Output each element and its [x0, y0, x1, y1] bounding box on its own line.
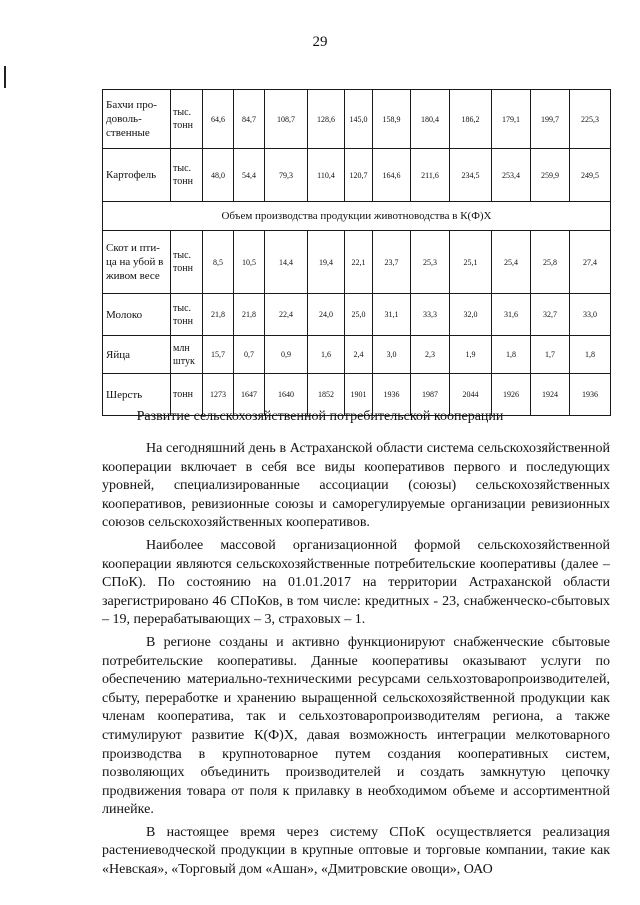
- table-cell: 1,6: [308, 336, 345, 374]
- table-cell: 84,7: [234, 90, 265, 149]
- table-cell: 259,9: [531, 149, 570, 202]
- table-cell: 10,5: [234, 231, 265, 294]
- table-cell: 1647: [234, 374, 265, 416]
- table-cell: 1273: [203, 374, 234, 416]
- table-cell: 199,7: [531, 90, 570, 149]
- row-unit: млн штук: [171, 336, 203, 374]
- table-cell: 1852: [308, 374, 345, 416]
- row-label: Яйца: [103, 336, 171, 374]
- table-cell: 25,1: [450, 231, 492, 294]
- row-label: Молоко: [103, 294, 171, 336]
- row-label: Бахчи про-доволь-ственные: [103, 90, 171, 149]
- table-cell: 14,4: [265, 231, 308, 294]
- table-cell: 1,8: [570, 336, 611, 374]
- table-cell: 1924: [531, 374, 570, 416]
- table-cell: 21,8: [203, 294, 234, 336]
- row-label: Картофель: [103, 149, 171, 202]
- table-cell: 15,7: [203, 336, 234, 374]
- paragraph: В регионе созданы и активно функционируют снабженческие сбытовые потребительские кооперативы. Данные кооперативы оказывают услуги по обеспечению материально-техническими ресурсами сельхозтоваропроизводителей, сбыту, переработке и хранению выращенной сельскохозяйственной продукции как членам кооператива, так и сельхозтоваропроизводителям региона, а также стимулируют развитие К(Ф)Х, давая возможность интеграции мелкотоварного производства в крупнотоварное путем создания кооперативных систем, позволяющих объединить производителей и создать замкнутую цепочку продвижения товара от поля к прилавку в необходимом объеме и ассортиментной линейке.: [102, 634, 610, 818]
- table-cell: 2,4: [345, 336, 373, 374]
- table-cell: 110,4: [308, 149, 345, 202]
- table-cell: 33,0: [570, 294, 611, 336]
- table-row: [103, 294, 611, 336]
- table-cell: 2,3: [411, 336, 450, 374]
- table-cell: 0,7: [234, 336, 265, 374]
- table-cell: 1,7: [531, 336, 570, 374]
- row-unit: тыс. тонн: [171, 294, 203, 336]
- table-cell: 3,0: [373, 336, 411, 374]
- table-cell: 24,0: [308, 294, 345, 336]
- table-cell: 23,7: [373, 231, 411, 294]
- table-cell: 1,8: [492, 336, 531, 374]
- table-cell: 158,9: [373, 90, 411, 149]
- table-cell: 22,1: [345, 231, 373, 294]
- body-text: [102, 440, 610, 884]
- table-cell: 1,9: [450, 336, 492, 374]
- table-row: [103, 231, 611, 294]
- row-unit: тыс. тонн: [171, 149, 203, 202]
- table-cell: 211,6: [411, 149, 450, 202]
- table-cell: 1926: [492, 374, 531, 416]
- table-cell: 180,4: [411, 90, 450, 149]
- table-cell: 25,0: [345, 294, 373, 336]
- table-cell: 179,1: [492, 90, 531, 149]
- table-cell: 25,4: [492, 231, 531, 294]
- row-unit: тыс. тонн: [171, 231, 203, 294]
- row-label: Шерсть: [103, 374, 171, 416]
- table-cell: 79,3: [265, 149, 308, 202]
- margin-mark: [4, 66, 6, 88]
- section-row: [103, 202, 611, 231]
- table-cell: 31,6: [492, 294, 531, 336]
- table-cell: 8,5: [203, 231, 234, 294]
- paragraph: Наиболее массовой организационной формой сельскохозяйственной кооперации являются сельскохозяйственные потребительские кооперативы (далее – СПоК). По состоянию на 01.01.2017 на территории Астраханской области зарегистрировано 46 СПоКов, в том числе: кредитных - 23, снабженческо-сбытовых – 19, перерабатывающих – 3, страховых – 1.: [102, 537, 610, 628]
- table-cell: 32,0: [450, 294, 492, 336]
- table-cell: 31,1: [373, 294, 411, 336]
- table-cell: 128,6: [308, 90, 345, 149]
- table-cell: 0,9: [265, 336, 308, 374]
- table-cell: 234,5: [450, 149, 492, 202]
- table-row: [103, 336, 611, 374]
- table-cell: 32,7: [531, 294, 570, 336]
- table-cell: 186,2: [450, 90, 492, 149]
- statistics-table: [102, 89, 611, 416]
- paragraph: На сегодняшний день в Астраханской области система сельскохозяйственной кооперации включает в себя все виды кооперативов первого и последующих уровней, специализированные ассоциации (союзы) сельскохозяйственных кооперативов, ревизионные союзы и саморегулируемые организации ревизионных союзов сельскохозяйственных кооперативов.: [102, 441, 610, 531]
- table-cell: 25,8: [531, 231, 570, 294]
- table-row: [103, 90, 611, 149]
- table-cell: 33,3: [411, 294, 450, 336]
- row-unit: тонн: [171, 374, 203, 416]
- table-cell: 64,6: [203, 90, 234, 149]
- table-cell: 19,4: [308, 231, 345, 294]
- section-title: Объем производства продукции животноводства в К(Ф)Х: [103, 202, 611, 231]
- table-cell: 27,4: [570, 231, 611, 294]
- table-row: [103, 149, 611, 202]
- table-cell: 108,7: [265, 90, 308, 149]
- table-cell: 1936: [373, 374, 411, 416]
- table-cell: 225,3: [570, 90, 611, 149]
- table-cell: 253,4: [492, 149, 531, 202]
- table-cell: 145,0: [345, 90, 373, 149]
- table-cell: 1936: [570, 374, 611, 416]
- table-cell: 1901: [345, 374, 373, 416]
- table-cell: 2044: [450, 374, 492, 416]
- section-caption: Развитие сельскохозяйственной потребительской кооперации: [136, 409, 504, 424]
- table-cell: 120,7: [345, 149, 373, 202]
- page-number: 29: [312, 34, 328, 50]
- table-cell: 25,3: [411, 231, 450, 294]
- table-cell: 48,0: [203, 149, 234, 202]
- paragraph: В настоящее время через систему СПоК осуществляется реализация растениеводческой продукции в крупные оптовые и торговые компании, такие как «Невская», «Торговый дом «Ашан», «Дмитровские овощи», ОАО: [102, 824, 610, 878]
- table-cell: 54,4: [234, 149, 265, 202]
- table-cell: 164,6: [373, 149, 411, 202]
- table-cell: 1640: [265, 374, 308, 416]
- row-unit: тыс. тонн: [171, 90, 203, 149]
- table-cell: 1987: [411, 374, 450, 416]
- table-cell: 22,4: [265, 294, 308, 336]
- table-cell: 249,5: [570, 149, 611, 202]
- table-cell: 21,8: [234, 294, 265, 336]
- row-label: Скот и пти-ца на убой в живом весе: [103, 231, 171, 294]
